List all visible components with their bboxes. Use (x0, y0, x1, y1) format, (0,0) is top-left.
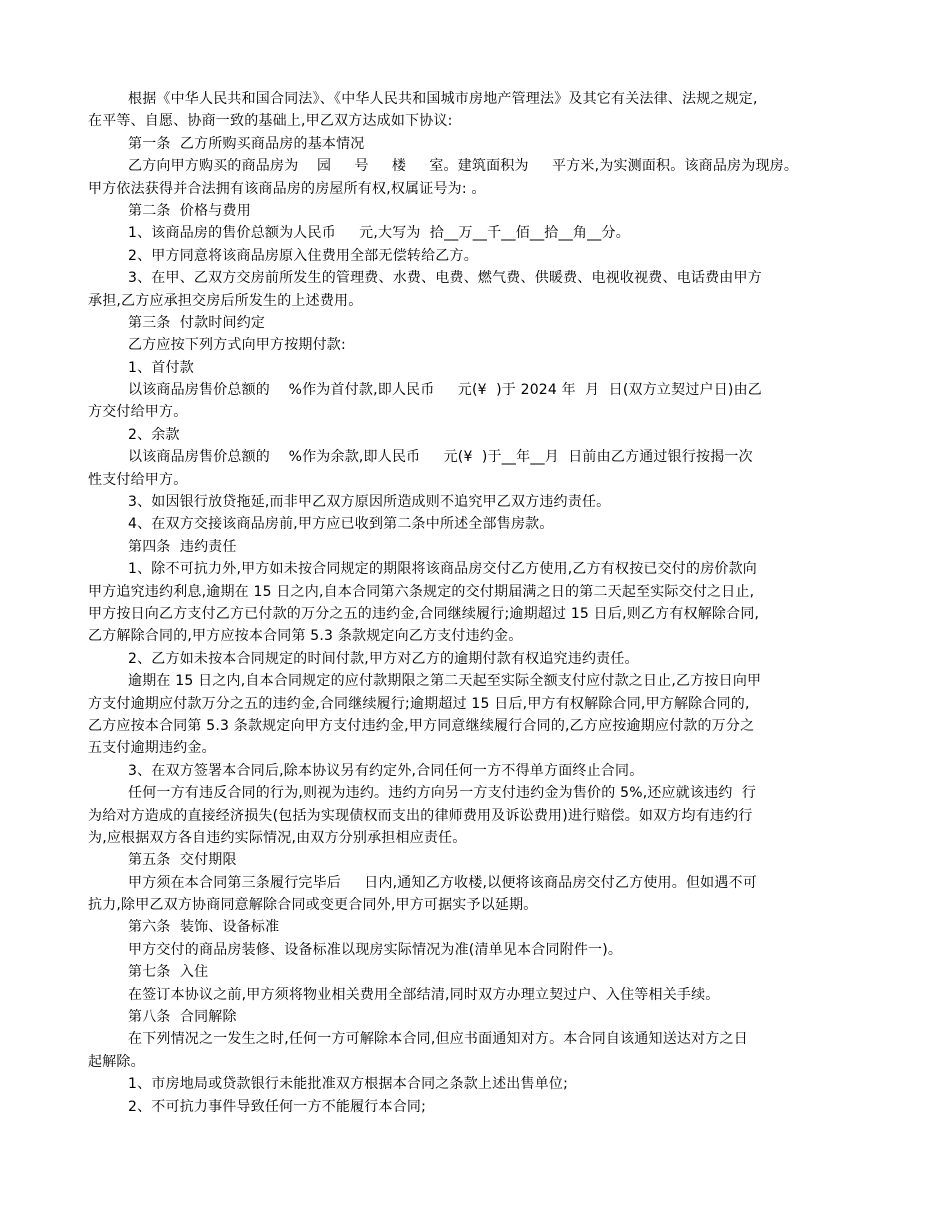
text-line: 承担,乙方应承担交房后所发生的上述费用。 (88, 292, 363, 309)
text-line: 3、如因银行放贷拖延,而非甲乙双方原因所造成则不追究甲乙双方违约责任。 (128, 494, 611, 511)
section-heading: 第一条 乙方所购买商品房的基本情况 (128, 135, 365, 152)
text-line: 为给对方造成的直接经济损失(包括为实现债权而支出的律师费用及诉讼费用)进行赔偿。如双方均有违约行 (88, 807, 753, 824)
text-line: 方支付逾期应付款万分之五的违约金,合同继续履行;逾期超过 15 日后,甲方有权解除合同,甲方解除合同的, (88, 695, 750, 712)
text-line: 任何一方有违反合同的行为,则视为违约。违约方向另一方支付违约金为售价的 5%,还应就该违约 行 (128, 785, 757, 802)
text-line: 以该商品房售价总额的 %作为首付款,即人民币 元(¥ )于 2024 年 月 日(双方立契过户日)由乙 (128, 382, 762, 399)
text-line: 甲方追究违约利息,逾期在 15 日之内,自本合同第六条规定的交付期届满之日的第二天起至实际交付之日止, (88, 583, 755, 600)
text-line: 2、甲方同意将该商品房原入住费用全部无偿转给乙方。 (128, 247, 478, 264)
text-line: 方交付给甲方。 (88, 404, 188, 421)
text-line: 起解除。 (88, 1053, 145, 1070)
text-line: 2、乙方如未按本合同规定的时间付款,甲方对乙方的逾期付款有权追究违约责任。 (128, 650, 639, 667)
text-line: 在平等、自愿、协商一致的基础上,甲乙双方达成如下协议: (88, 113, 453, 130)
text-line: 1、除不可抗力外,甲方如未按合同规定的期限将该商品房交付乙方使用,乙方有权按已交付的房价款向 (128, 561, 758, 578)
text-line: 甲方须在本合同第三条履行完毕后 日内,通知乙方收楼,以便将该商品房交付乙方使用。但如遇不可 (128, 874, 757, 891)
text-line: 抗力,除甲乙双方协商同意解除合同或变更合同外,甲方可据实予以延期。 (88, 897, 538, 914)
text-line: 乙方解除合同的,甲方应按本合同第 5.3 条款规定向乙方支付违约金。 (88, 628, 523, 645)
text-line: 五支付逾期违约金。 (88, 740, 216, 757)
section-heading: 第六条 装饰、设备标准 (128, 919, 280, 936)
section-heading: 第四条 违约责任 (128, 538, 237, 555)
text-line: 乙方应按下列方式向甲方按期付款: (128, 337, 346, 354)
text-line: 甲方交付的商品房装修、设备标准以现房实际情况为准(清单见本合同附件一)。 (128, 941, 623, 958)
text-line: 在下列情况之一发生之时,任何一方可解除本合同,但应书面通知对方。本合同自该通知送达对方之日 (128, 1031, 748, 1048)
text-line: 根据《中华人民共和国合同法》、《中华人民共和国城市房地产管理法》及其它有关法律、法规之规定, (128, 91, 758, 107)
text-line: 甲方按日向乙方支付乙方已付款的万分之五的违约金,合同继续履行;逾期超过 15 日后,则乙方有权解除合同, (88, 605, 760, 622)
text-line: 2、不可抗力事件导致任何一方不能履行本合同; (128, 1098, 427, 1115)
section-heading: 第五条 交付期限 (128, 852, 237, 869)
text-line: 乙方应按本合同第 5.3 条款规定向甲方支付违约金,甲方同意继续履行合同的,乙方应按逾期应付款的万分之 (88, 717, 755, 734)
text-line: 2、余款 (128, 426, 180, 443)
section-heading: 第三条 付款时间约定 (128, 314, 266, 331)
section-heading: 第七条 入住 (128, 964, 209, 981)
text-line: 为,应根据双方各自违约实际情况,由双方分别承担相应责任。 (88, 829, 467, 846)
section-heading: 第二条 价格与费用 (128, 202, 251, 219)
text-line: 以该商品房售价总额的 %作为余款,即人民币 元(¥ )于__年__月 日前由乙方通过银行按揭一次 (128, 449, 753, 466)
text-line: 1、市房地局或贷款银行未能批准双方根据本合同之条款上述出售单位; (128, 1076, 569, 1093)
text-line: 甲方依法获得并合法拥有该商品房的房屋所有权,权属证号为: 。 (88, 180, 486, 197)
text-line: 4、在双方交接该商品房前,甲方应已收到第二条中所述全部售房款。 (128, 516, 554, 533)
text-line: 1、该商品房的售价总额为人民币 元,大写为 拾__万__千__佰__拾__角__分。 (128, 225, 630, 242)
section-heading: 第八条 合同解除 (128, 1009, 237, 1026)
text-line: 3、在双方签署本合同后,除本协议另有约定外,合同任何一方不得单方面终止合同。 (128, 762, 644, 779)
text-line: 3、在甲、乙双方交房前所发生的管理费、水费、电费、燃气费、供暖费、电视收视费、电话费由甲方 (128, 270, 762, 287)
text-line: 1、首付款 (128, 359, 194, 376)
text-line: 逾期在 15 日之内,自本合同规定的应付款期限之第二天起至实际全额支付应付款之日止,乙方按日向甲 (128, 673, 762, 690)
text-line: 在签订本协议之前,甲方须将物业相关费用全部结清,同时双方办理立契过户、入住等相关手续。 (128, 986, 720, 1003)
text-line: 性支付给甲方。 (88, 471, 188, 488)
contract-page (88, 88, 868, 1118)
text-line: 乙方向甲方购买的商品房为 园 号 楼 室。建筑面积为 平方米,为实测面积。该商品房为现房。 (128, 158, 799, 175)
